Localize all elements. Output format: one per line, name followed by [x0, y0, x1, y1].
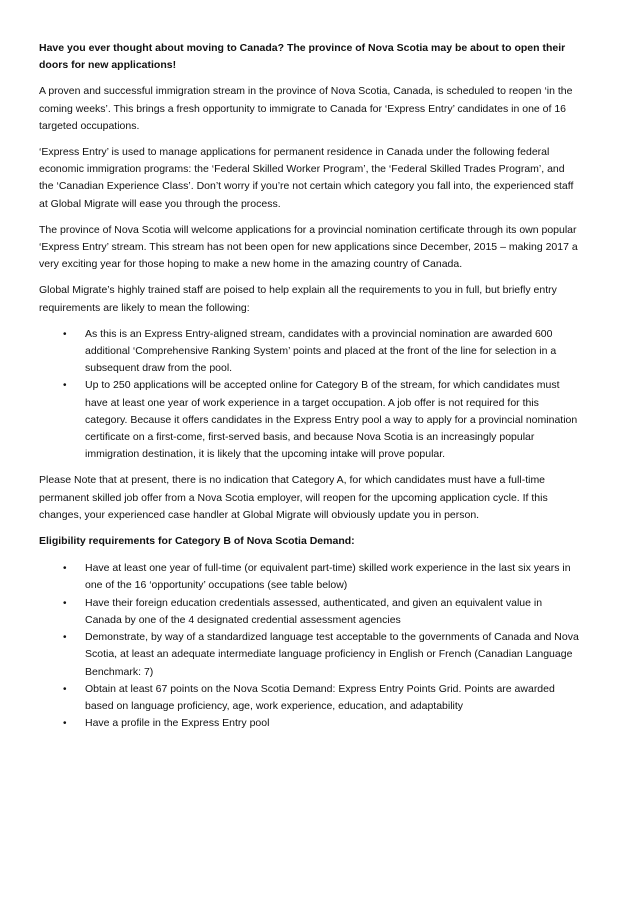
- list-item: [63, 715, 580, 732]
- bullet-icon: •: [63, 632, 67, 644]
- intro-heading: Have you ever thought about moving to Canada? The province of Nova Scotia may be about to open their doors for new applications!: [39, 42, 566, 72]
- list-item: [63, 595, 580, 629]
- paragraph-requirements-intro: Global Migrate’s highly trained staff are poised to help explain all the requirements to you in full, but briefly entry requirements are likely to mean the following:: [39, 284, 557, 314]
- bullet-icon: •: [63, 328, 67, 340]
- bullet-icon: •: [63, 718, 67, 730]
- bullet-icon: •: [63, 563, 67, 575]
- list-item-text: Have a profile in the Express Entry pool: [85, 717, 270, 730]
- list-item-text: Have their foreign education credentials assessed, authenticated, and given an equivalent value in Canada by one of the 4 designated credential assessment agencies: [85, 596, 543, 626]
- paragraph-express-entry: ‘Express Entry’ is used to manage applications for permanent residence in Canada under the following federal economic immigration programs: the ‘Federal Skilled Worker Program’, the ‘Federal Skilled Trades Program’, and the ‘Canadian Experience Class’. Don’t worry if you’re not certain which category you fall into, the experienced staff at Global Migrate will ease you through the process.: [39, 146, 574, 210]
- eligibility-heading: Eligibility requirements for Category B of Nova Scotia Demand:: [39, 535, 355, 548]
- list-item-text: Up to 250 applications will be accepted online for Category B of the stream, for which candidates must have at least one year of work experience in a target occupation. A job offer is not required for this category. Because it offers candidates in the Express Entry pool a way to apply for a provincial nomination certificate on a first-come, first-served basis, and because Nova Scotia is an increasingly popular immigration destination, it is likely that the upcoming intake will prove popular.: [85, 379, 578, 461]
- bullet-icon: •: [63, 683, 67, 695]
- eligibility-requirements-list: [39, 560, 580, 732]
- bullet-icon: •: [63, 597, 67, 609]
- list-item-text: Obtain at least 67 points on the Nova Scotia Demand: Express Entry Points Grid. Points are awarded based on language proficiency, age, work experience, education, and adaptability: [85, 682, 555, 712]
- list-item: [63, 681, 580, 715]
- list-item: [63, 560, 580, 594]
- list-item: [63, 629, 580, 681]
- list-item-text: Demonstrate, by way of a standardized language test acceptable to the governments of Canada and Nova Scotia, at least an adequate intermediate language proficiency in English or French (Canadian Language Benchmark: 7): [85, 631, 579, 678]
- list-item-text: Have at least one year of full-time (or equivalent part-time) skilled work experience in the last six years in one of the 16 ‘opportunity’ occupations (see table below): [85, 562, 571, 592]
- bullet-icon: •: [63, 380, 67, 392]
- list-item: [63, 377, 580, 463]
- list-item-text: As this is an Express Entry-aligned stream, candidates with a provincial nomination are awarded 600 additional ‘Comprehensive Ranking System’ points and placed at the front of the line for selection in a subsequent draw from the pool.: [85, 327, 557, 375]
- paragraph-scheduled-reopen: A proven and successful immigration stream in the province of Nova Scotia, Canada, is scheduled to reopen ‘in the coming weeks’. This brings a fresh opportunity to immigrate to Canada for ‘Express Entry’ candidates in one of 16 targeted occupations.: [39, 85, 573, 132]
- entry-requirements-list: [39, 326, 580, 464]
- paragraph-nova-scotia-stream: The province of Nova Scotia will welcome applications for a provincial nomination certificate through its own popular ‘Express Entry’ stream. This stream has not been open for new applications since December, 2015 – making 2017 a very exciting year for those hoping to make a new home in the amazing country of Canada.: [39, 223, 578, 271]
- list-item: [63, 326, 580, 378]
- paragraph-please-note: Please Note that at present, there is no indication that Category A, for which candidates must have a full-time permanent skilled job offer from a Nova Scotia employer, will reopen for the upcoming application cycle. If this changes, your experienced case handler at Global Migrate will obviously update you in person.: [39, 474, 548, 521]
